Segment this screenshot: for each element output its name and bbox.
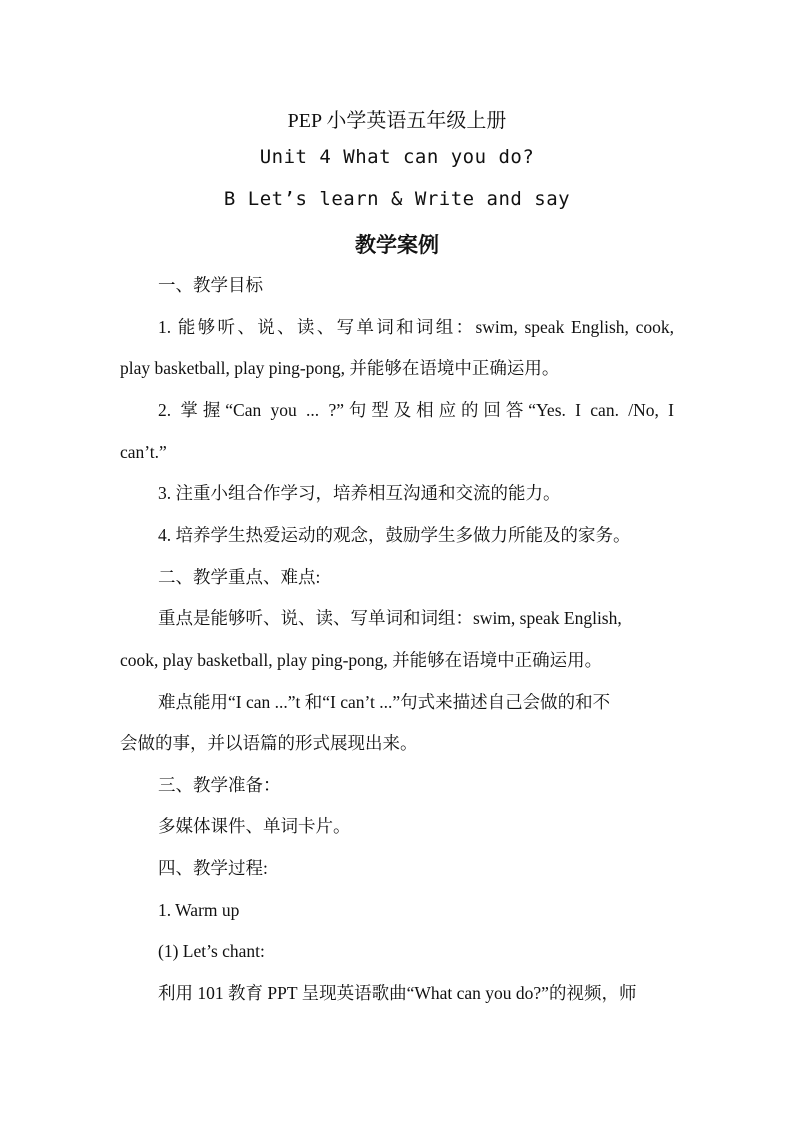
objective-4: 4. 培养学生热爱运动的观念，鼓励学生多做力所能及的家务。: [158, 525, 631, 545]
section-heading-objectives: 一、教学目标: [158, 275, 263, 295]
difficulty-line-1: 难点能用“I can ...”t 和“I can’t ...”句式来描述自己会做的和不: [158, 692, 611, 712]
objective-3: 3. 注重小组合作学习，培养相互沟通和交流的能力。: [158, 483, 561, 503]
section-heading-preparation: 三、教学准备：: [158, 775, 281, 795]
key-point-line-1: 重点是能够听、说、读、写单词和词组：swim, speak English,: [158, 608, 622, 628]
unit-title: Unit 4 What can you do?: [259, 146, 535, 168]
difficulty-line-2: 会做的事，并以语篇的形式展现出来。: [120, 733, 418, 753]
section-heading-key-points: 二、教学重点、难点:: [158, 567, 321, 587]
step-chant: (1) Let’s chant:: [158, 941, 265, 961]
step-chant-text: 利用 101 教育 PPT 呈现英语歌曲“What can you do?”的视频，师: [158, 983, 637, 1003]
objective-1-line-1: 1. 能够听、说、读、写单词和词组：swim, speak English, cook,: [158, 317, 674, 337]
document-title: PEP 小学英语五年级上册: [287, 110, 507, 132]
key-point-line-2: cook, play basketball, play ping-pong, 并能够在语境中正确运用。: [120, 650, 603, 670]
lesson-title: B Let’s learn & Write and say: [223, 188, 571, 210]
preparation-text: 多媒体课件、单词卡片。: [158, 816, 351, 836]
objective-2-line-1: 2. 掌握“Can you ... ?”句型及相应的回答“Yes. I can. /No, I: [158, 400, 674, 420]
section-heading-process: 四、教学过程:: [158, 858, 268, 878]
objective-1-line-2: play basketball, play ping-pong, 并能够在语境中正确运用。: [120, 358, 560, 378]
step-warm-up: 1. Warm up: [158, 900, 240, 920]
objective-2-line-2: can’t.”: [120, 442, 167, 462]
case-heading: 教学案例: [355, 233, 439, 257]
